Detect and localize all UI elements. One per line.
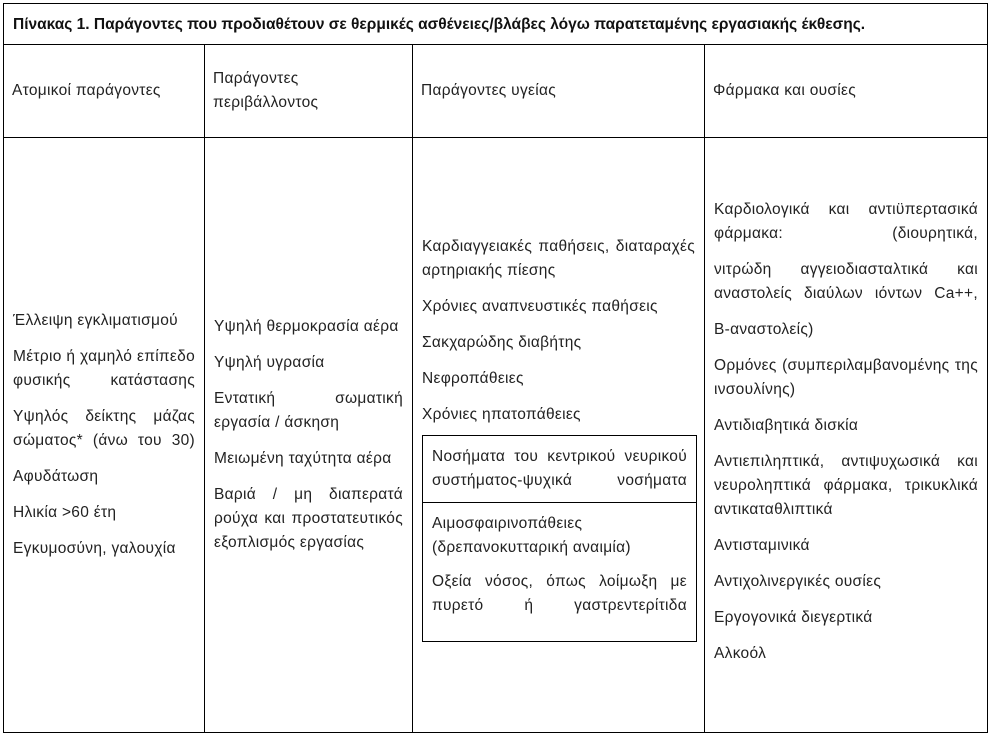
environmental-factors-cell bbox=[205, 138, 412, 732]
list-item: Αιμοσφαιρινοπάθειες (δρεπανοκυτταρική αναιμία) bbox=[432, 514, 631, 556]
list-item: Αντιχολινεργικές ουσίες bbox=[714, 573, 882, 590]
list-item: Χρόνιες αναπνευστικές παθήσεις bbox=[422, 297, 658, 315]
header-individual bbox=[4, 45, 204, 137]
list-item: Οξεία νόσος, όπως λοίμωξη με πυρετό ή γαστρεντερίτιδα bbox=[432, 572, 687, 614]
list-item: Εγκυμοσύνη, γαλουχία bbox=[13, 540, 176, 557]
factors-table bbox=[3, 3, 988, 733]
list-item: Αντιδιαβητικά δισκία bbox=[714, 417, 859, 434]
drugs-substances-cell bbox=[705, 138, 987, 732]
list-item: Υψηλή θερμοκρασία αέρα bbox=[214, 318, 399, 335]
list-item: Υψηλή υγρασία bbox=[214, 354, 325, 371]
header-drugs bbox=[705, 45, 987, 137]
header-label: Παράγοντες υγείας bbox=[421, 82, 556, 99]
list-item: Καρδιαγγειακές παθήσεις, διαταραχές αρτηριακής πίεσης bbox=[422, 237, 695, 279]
spacer bbox=[432, 621, 687, 635]
header-label: Παράγοντες περιβάλλοντος bbox=[213, 70, 319, 111]
header-health bbox=[413, 45, 704, 137]
list-item: Έλλειψη εγκλιματισμού bbox=[13, 312, 178, 329]
list-item: Εργογονικά διεγερτικά bbox=[714, 609, 873, 626]
list-item: Νεφροπάθειες bbox=[422, 369, 524, 387]
list-item: Αντισταμινικά bbox=[714, 537, 810, 554]
individual-factors-cell bbox=[4, 138, 204, 732]
nested-cell-blood bbox=[423, 502, 696, 641]
list-item: Ορμόνες (συμπεριλαμβανομένης της ινσουλίνης) bbox=[714, 357, 978, 398]
header-label: Φάρμακα και ουσίες bbox=[713, 82, 857, 99]
list-item: Β-αναστολείς) bbox=[714, 321, 814, 338]
list-item: Μειωμένη ταχύτητα αέρα bbox=[214, 450, 392, 467]
nested-cell-neuro bbox=[423, 436, 696, 502]
table-caption: Πίνακας 1. Παράγοντες που προδιαθέτουν σε θερμικές ασθένειες/βλάβες λόγω παρατεταμένης εργασιακής έκθεσης. bbox=[4, 4, 987, 45]
list-item: Εντατική σωματική εργασία / άσκηση bbox=[214, 390, 403, 431]
nested-conditions-table bbox=[422, 435, 697, 642]
list-item: Αλκοόλ bbox=[714, 645, 767, 662]
list-item: νιτρώδη αγγειοδιασταλτικά και αναστολείς διαύλων ιόντων Ca++, bbox=[714, 261, 978, 302]
list-item: Σακχαρώδης διαβήτης bbox=[422, 333, 582, 351]
list-item: Χρόνιες ηπατοπάθειες bbox=[422, 405, 581, 423]
list-item: Νοσήματα του κεντρικού νευρικού συστήματος-ψυχικά νοσήματα bbox=[432, 447, 687, 489]
list-item: Καρδιολογικά και αντιϋπερτασικά φάρμακα: (διουρητικά, bbox=[714, 201, 978, 242]
header-label: Ατομικοί παράγοντες bbox=[12, 82, 161, 99]
list-item: Βαριά / μη διαπερατά ρούχα και προστατευτικός εξοπλισμός εργασίας bbox=[214, 486, 403, 551]
list-item: Αφυδάτωση bbox=[13, 468, 99, 485]
health-factors-cell bbox=[413, 138, 704, 732]
list-item: Υψηλός δείκτης μάζας σώματος* (άνω του 30) bbox=[13, 408, 195, 449]
header-environmental bbox=[205, 45, 412, 137]
list-item: Ηλικία >60 έτη bbox=[13, 504, 117, 521]
list-item: Μέτριο ή χαμηλό επίπεδο φυσικής κατάστασης bbox=[13, 348, 195, 389]
list-item: Αντιεπιληπτικά, αντιψυχωσικά και νευροληπτικά φάρμακα, τρικυκλικά αντικαταθλιπτικά bbox=[714, 453, 978, 518]
